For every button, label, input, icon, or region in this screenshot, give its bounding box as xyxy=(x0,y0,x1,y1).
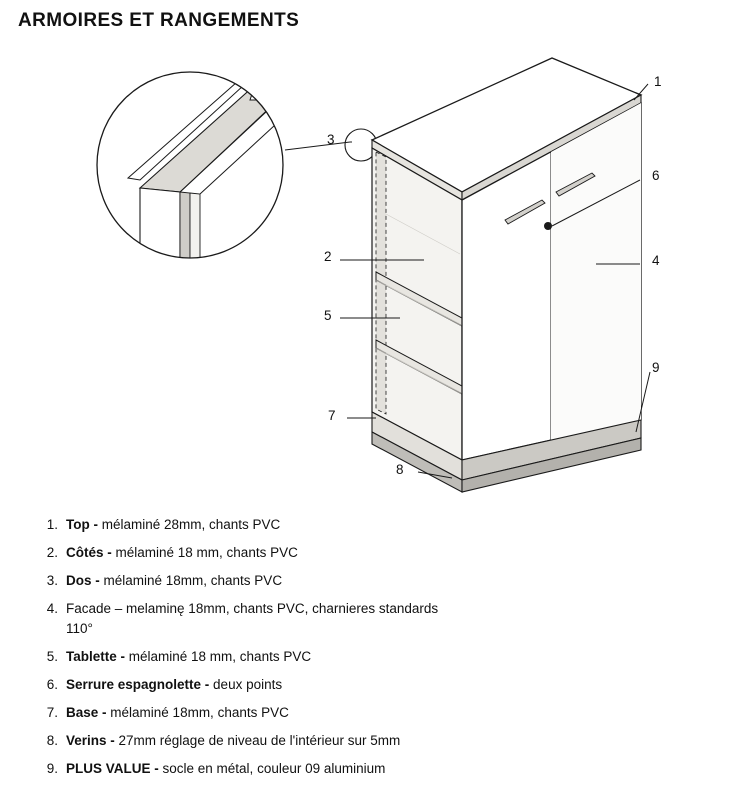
list-item xyxy=(40,703,700,722)
list-item xyxy=(40,731,700,750)
legend-label: Tablette - mélaminé 18 mm, chants PVC xyxy=(66,648,312,664)
legend-number: 9. xyxy=(46,761,58,777)
legend-number: 4. xyxy=(46,601,58,617)
legend-label: Côtés - mélaminé 18 mm, chants PVC xyxy=(66,545,298,561)
list-item xyxy=(40,759,700,778)
legend-number: 3. xyxy=(46,573,58,589)
legend-label: Serrure espagnolette - deux points xyxy=(66,676,283,692)
callout-8: 8 xyxy=(396,462,404,477)
callout-9: 9 xyxy=(652,360,660,375)
legend-label: PLUS VALUE - socle en métal, couleur 09 aluminium xyxy=(66,761,386,777)
list-item xyxy=(40,515,700,534)
legend-number: 1. xyxy=(46,517,58,532)
legend-label: Facade – melaminę 18mm, chants PVC, charnieres standards 110° xyxy=(66,601,439,636)
callout-2: 2 xyxy=(324,249,332,264)
legend-number: 6. xyxy=(46,676,58,692)
cabinet-illustration xyxy=(0,40,749,500)
legend-label: Verins - 27mm réglage de niveau de l'intérieur sur 5mm xyxy=(66,733,401,749)
callout-3: 3 xyxy=(327,132,335,147)
list-item xyxy=(40,571,700,590)
list-item xyxy=(40,675,700,694)
detail-zoom-circle xyxy=(95,70,300,272)
page-title: ARMOIRES ET RANGEMENTS xyxy=(18,10,300,31)
callout-1: 1 xyxy=(654,74,662,89)
legend-list xyxy=(40,515,700,788)
legend-label: Base - mélaminé 18mm, chants PVC xyxy=(66,705,289,721)
legend-label: Dos - mélaminé 18mm, chants PVC xyxy=(66,573,283,589)
legend-label: Top - mélaminé 28mm, chants PVC xyxy=(66,517,281,532)
cabinet-diagram xyxy=(0,40,749,500)
callout-5: 5 xyxy=(324,308,332,323)
list-item xyxy=(40,543,700,562)
list-item xyxy=(40,599,700,637)
legend-number: 8. xyxy=(46,733,58,749)
legend-number: 7. xyxy=(46,705,58,721)
legend-number: 2. xyxy=(46,545,58,561)
callout-6: 6 xyxy=(652,168,660,183)
callout-7: 7 xyxy=(328,408,336,423)
legend-number: 5. xyxy=(46,648,58,664)
callout-4: 4 xyxy=(652,253,660,268)
lock-icon xyxy=(544,222,552,230)
list-item xyxy=(40,647,700,666)
